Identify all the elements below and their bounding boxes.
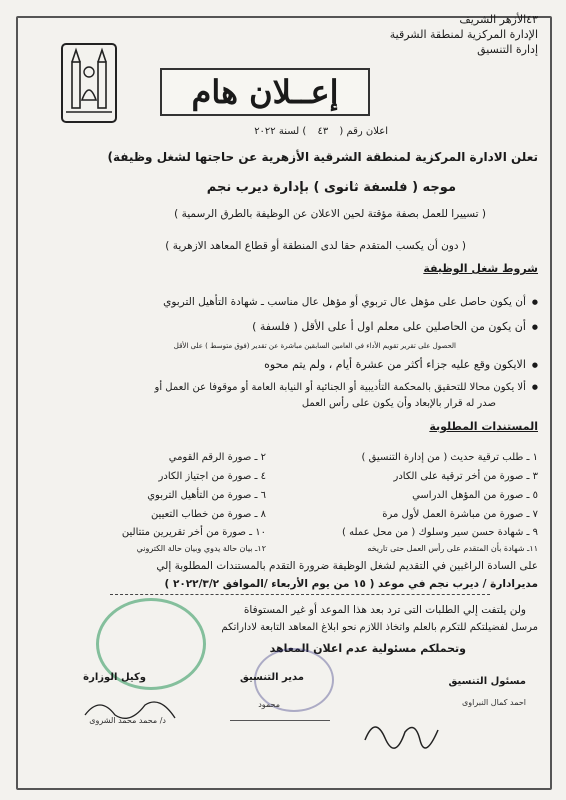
conditions-title: شروط شغل الوظيفة bbox=[423, 262, 538, 275]
condition-item: الحصول على تقرير تقويم الأداء في العامين السابقين مباشرة عن تقدير (فوق متوسط ) على الأقل bbox=[173, 342, 456, 350]
responsibility-text: وتحملكم مسئولية عدم اعلان المعاهد bbox=[269, 642, 466, 655]
deadline-text: مديرادارة / ديرب نجم في موعد ( ١٥ من يوم الأربعاء /الموافق ٢٠٢٢/٣/٢ ) bbox=[164, 578, 538, 590]
document-item: ٣ ـ صورة من أخر ترقية على الكادر bbox=[393, 471, 538, 482]
deputy-title: وكيل الوزارة bbox=[83, 672, 146, 683]
coordinator-title: مسئول التنسيق bbox=[448, 676, 526, 687]
documents-title: المستندات المطلوبة bbox=[429, 420, 538, 433]
document-item: ١١ـ شهادة بأن المتقدم على رأس العمل حتى تاريخه bbox=[367, 544, 538, 553]
header-line-2: الإدارة المركزية لمنطقة الشرقية bbox=[389, 28, 538, 41]
document-item: ٨ ـ صورة من خطاب التعيين bbox=[150, 509, 266, 520]
condition-item-continued: صدر له قرار بالإبعاد وأن يكون على رأس العمل bbox=[301, 398, 496, 409]
page-title: إعــلان هام bbox=[160, 68, 370, 116]
intro-text: تعلن الادارة المركزية لمنطقة الشرقية الأزهرية عن حاجتها لشغل وظيفة) bbox=[107, 150, 538, 164]
document-item: ١٢ـ بيان حالة يدوي وبيان حالة الكتروني bbox=[136, 544, 266, 553]
document-item: ١٠ ـ صورة من أخر تقريرين متتالين bbox=[121, 527, 266, 538]
coordinator-signature-icon bbox=[360, 710, 440, 750]
document-item: ٩ ـ شهادة حسن سير وسلوك ( من محل عمله ) bbox=[342, 527, 538, 538]
document-item: ٧ ـ صورة من مباشرة العمل لأول مرة bbox=[382, 509, 538, 520]
condition-item: ● أن يكون حاصل على مؤهل عال تربوي أو مؤهل عال مناسب ـ شهادة التأهيل التربوي bbox=[163, 296, 538, 308]
announcement-number bbox=[254, 126, 388, 137]
header-block bbox=[390, 12, 538, 57]
announcement-number-label: اعلان رقم ( bbox=[339, 126, 388, 137]
signature-line bbox=[230, 720, 330, 721]
position-note-2: ( دون أن يكسب المتقدم حقا لدى المنطقة أو قطاع المعاهد الازهرية ) bbox=[165, 240, 466, 252]
warning-text: ولن يلتفت إلي الطلبات التى ترد بعد هذا الموعد أو غير المستوفاة bbox=[243, 604, 526, 616]
position-note: ( تسييرا للعمل بصفة مؤقتة لحين الاعلان عن الوظيفة بالطرق الرسمية ) bbox=[174, 208, 486, 220]
deadline-underline bbox=[110, 594, 490, 595]
director-name: محمود bbox=[258, 700, 280, 709]
director-title: مدير التنسيق bbox=[239, 672, 304, 683]
coordinator-name: احمد كمال النبراوى bbox=[461, 698, 526, 707]
submission-text: على السادة الراغبين في التقديم لشغل الوظيفة ضرورة التقدم بالمستندات المطلوبة إلي bbox=[156, 560, 538, 572]
document-item: ٢ ـ صورة الرقم القومي bbox=[168, 452, 266, 463]
header-line-1: ٤٣الأزهر الشريف bbox=[459, 13, 538, 26]
azhar-logo-icon bbox=[58, 40, 120, 126]
condition-item: ● الايكون وقع عليه جزاء أكثر من عشرة أيام ، ولم يتم محوه bbox=[264, 358, 538, 371]
document-item: ٤ ـ صورة من اجتياز الكادر bbox=[158, 471, 266, 482]
announcement-number-value: ٤٣ bbox=[317, 126, 329, 137]
document-item: ٥ ـ صورة من المؤهل الدراسي bbox=[412, 490, 538, 501]
position-line: موجه ( فلسفة ثانوى ) بإدارة ديرب نجم bbox=[206, 180, 456, 195]
send-text: مرسل لفضيلتكم للتكرم بالعلم واتخاذ اللازم نحو ابلاغ المعاهد التابعة لاداراتكم bbox=[221, 622, 538, 633]
document-item: ١ ـ طلب ترقية حديث ( من إدارة التنسيق ) bbox=[361, 452, 538, 463]
deputy-name: د/ محمد محمد الشروى bbox=[89, 716, 166, 725]
document-item: ٦ ـ صورة من التأهيل التربوي bbox=[147, 490, 266, 501]
announcement-number-year: ) لسنة ٢٠٢٢ bbox=[254, 126, 307, 137]
condition-item: ● ألا يكون محالا للتحقيق بالمحكمة التأديبية أو الجنائية أو النيابة العامة أو موقوفا عن العمل أو bbox=[155, 382, 538, 393]
header-line-3: إدارة التنسيق bbox=[477, 43, 538, 56]
condition-item: ● أن يكون من الحاصلين على معلم اول أ على الأقل ( فلسفة ) bbox=[252, 320, 538, 333]
deputy-signature-icon bbox=[80, 690, 180, 730]
